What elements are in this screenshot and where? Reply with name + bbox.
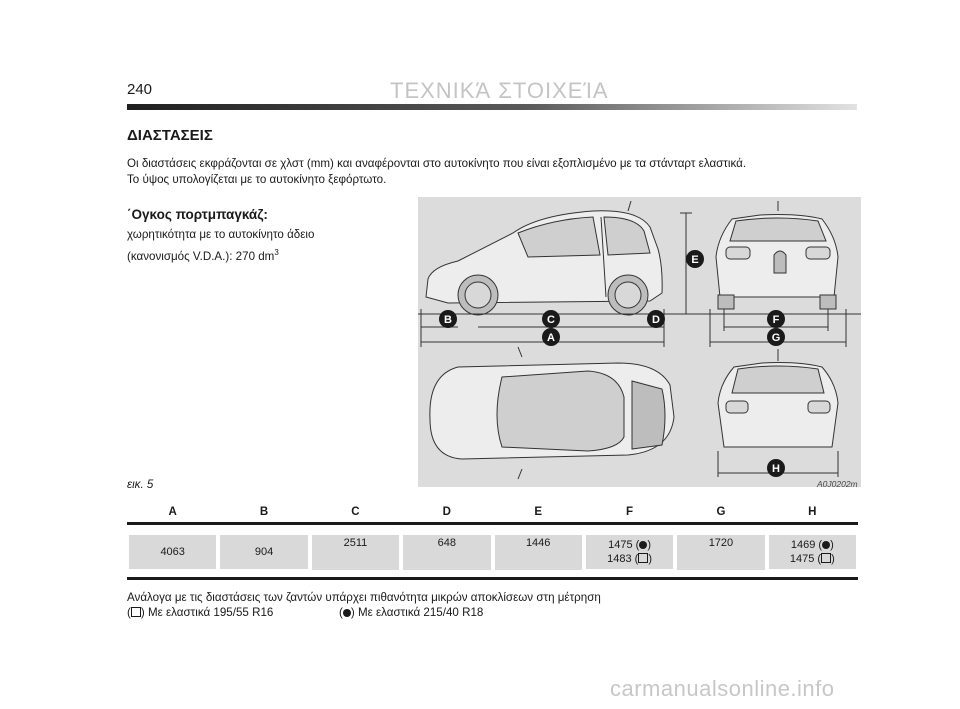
- marker-e: [686, 250, 704, 268]
- cell-a: [129, 535, 216, 569]
- svg-text:B: B: [444, 314, 452, 326]
- figure-code: A0J0202m: [817, 479, 858, 489]
- boot-line-2: [127, 244, 314, 266]
- header-rule: [127, 104, 857, 110]
- marker-g: [767, 328, 785, 346]
- marker-a: [542, 328, 560, 346]
- header-f: F: [626, 506, 634, 518]
- table-header-row: [127, 505, 858, 522]
- header-c: C: [351, 506, 360, 518]
- svg-text:A: A: [547, 332, 555, 344]
- watermark: carmanualsonline.info: [610, 676, 835, 701]
- cell-h-value-1: 1469 (: [790, 539, 823, 551]
- cell-h-line-1: 1469 ( ): [790, 539, 834, 551]
- cell-f: [586, 535, 673, 569]
- cell-h-line-2: 1475 ( ): [789, 553, 835, 565]
- square-symbol-icon: [638, 553, 648, 563]
- cell-b: [220, 535, 307, 569]
- footnotes: [127, 590, 862, 620]
- header-e: E: [534, 506, 543, 518]
- boot-line-2-text: (κανονισμός V.D.A.): 270 dm: [127, 249, 275, 263]
- cell-g-value: 1720: [708, 537, 734, 549]
- svg-text:F: F: [772, 314, 780, 326]
- section-heading: ΔΙΑΣΤΑΣΕΙΣ: [127, 127, 213, 144]
- header-h: H: [808, 506, 817, 518]
- header-g: G: [716, 506, 726, 518]
- marker-h: [767, 459, 785, 477]
- table-bottom-rule: [127, 577, 858, 580]
- table-values-row: [127, 525, 858, 577]
- cell-h-value-2: 1475 (: [789, 553, 822, 565]
- header-title: ΤΕΧΝΙΚΆ ΣΤΟΙΧΕΊΑ: [390, 78, 609, 103]
- square-symbol-icon: [131, 607, 141, 617]
- figure-label: εικ. 5: [127, 478, 154, 491]
- cell-d: [403, 535, 490, 570]
- cell-d-value: 648: [437, 537, 456, 549]
- marker-d: [647, 310, 665, 328]
- cell-f-line-1: 1475 ( ): [608, 539, 651, 551]
- header-a: A: [168, 506, 177, 518]
- dot-symbol-icon: [639, 541, 647, 549]
- cell-f-line-2: 1483 ( ): [607, 553, 652, 565]
- cell-c-value: 2511: [343, 537, 368, 549]
- svg-text:C: C: [547, 314, 555, 326]
- footnote-dot: ( ) Με ελαστικά 215/40 R18: [339, 606, 484, 619]
- boot-line-1: χωρητικότητα με το αυτοκίνητο άδειο: [127, 228, 315, 241]
- square-symbol-icon: [821, 553, 831, 563]
- marker-f: [767, 310, 785, 328]
- svg-text:H: H: [772, 463, 780, 475]
- footnote-line-2: [127, 605, 862, 620]
- cell-f-value-2: 1483 (: [607, 553, 639, 565]
- boot-volume-text: [127, 226, 314, 266]
- vehicle-dimension-drawings: [418, 197, 861, 487]
- cell-b-value: 904: [254, 546, 274, 558]
- dimensions-table: [127, 505, 858, 580]
- svg-text:G: G: [771, 332, 781, 344]
- cell-g: [677, 535, 764, 570]
- svg-text:E: E: [691, 254, 699, 266]
- footnote-square-text: Με ελαστικά 195/55 R16: [147, 606, 274, 619]
- footnote-square: ( ) Με ελαστικά 195/55 R16: [127, 606, 274, 619]
- header-b: B: [259, 506, 269, 518]
- boot-unit-sup: 3: [274, 248, 279, 257]
- cell-e: [495, 535, 582, 570]
- boot-heading: ΄Ογκος πορτμπαγκάζ:: [127, 207, 268, 222]
- cell-f-value-1: 1475 (: [608, 539, 640, 551]
- intro-line-1: Οι διαστάσεις εκφράζονται σε χλστ (mm) και αναφέρονται στο αυτοκίνητο που είναι εξοπλισμένο με τα στάνταρτ ελαστικά.: [127, 157, 747, 170]
- dot-symbol-icon: [343, 609, 351, 617]
- cell-c: [312, 535, 399, 570]
- intro-text: [127, 156, 862, 188]
- cell-a-value: 4063: [160, 546, 185, 558]
- header-d: D: [442, 506, 451, 518]
- page-number: 240: [127, 81, 153, 98]
- marker-b: [439, 310, 457, 328]
- svg-text:D: D: [652, 314, 660, 326]
- footnote-dot-text: Με ελαστικά 215/40 R18: [357, 606, 484, 619]
- footnote-line-1: Ανάλογα με τις διαστάσεις των ζαντών υπάρχει πιθανότητα μικρών αποκλίσεων στη μέτρηση: [127, 591, 601, 604]
- dot-symbol-icon: [822, 541, 830, 549]
- cell-h: [769, 535, 856, 569]
- marker-c: [542, 310, 560, 328]
- intro-line-2: Το ύψος υπολογίζεται με το αυτοκίνητο ξεφόρτωτο.: [127, 173, 387, 186]
- cell-e-value: 1446: [525, 537, 551, 549]
